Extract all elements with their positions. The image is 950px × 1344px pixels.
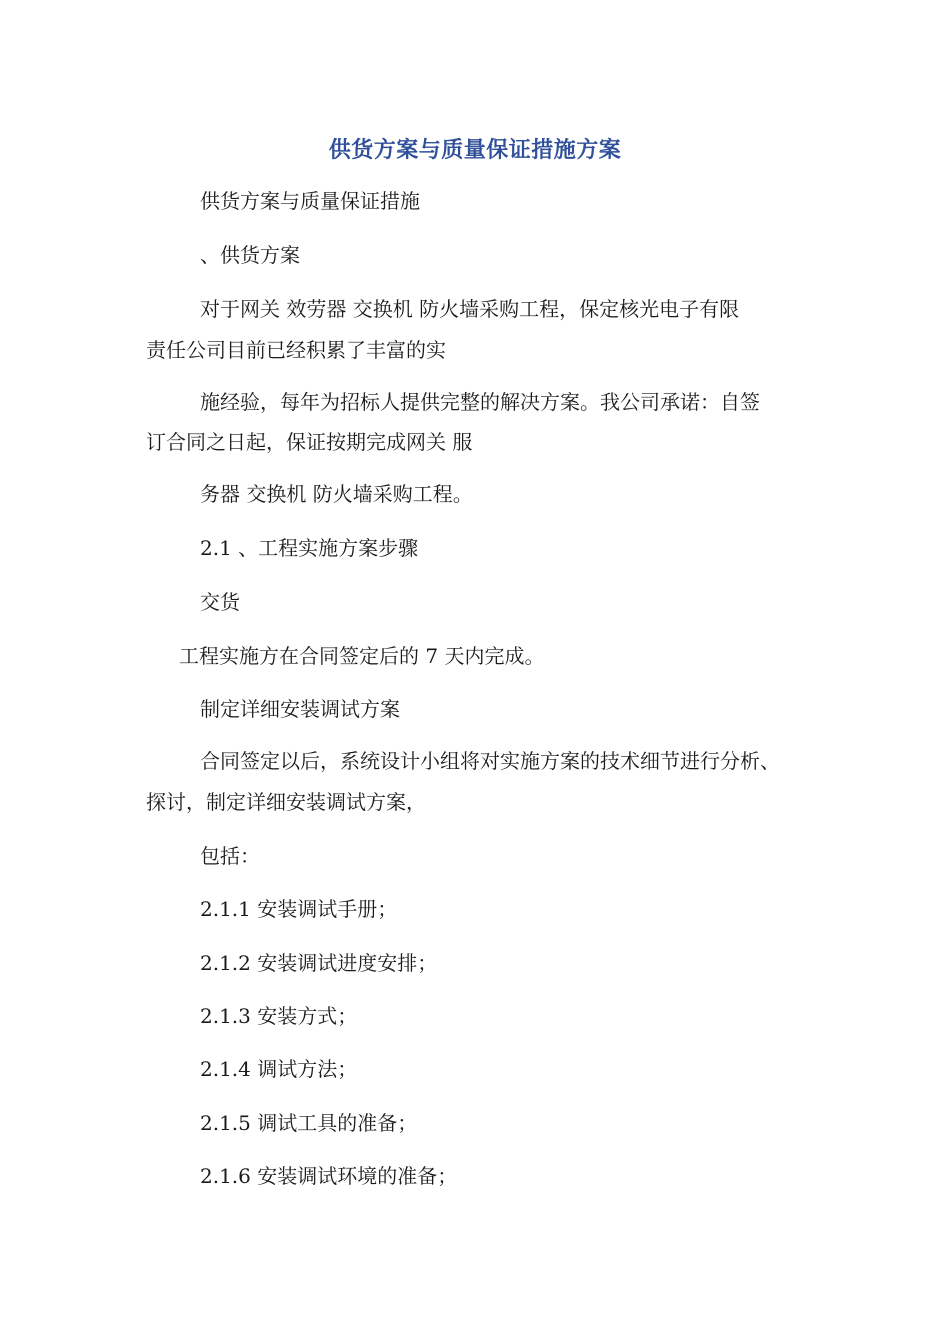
section-heading: 、供货方案 (200, 243, 300, 267)
list-item: 2.1.3 安装方式； (200, 1004, 358, 1028)
list-item: 2.1.6 安装调试环境的准备； (200, 1164, 458, 1188)
paragraph-line: 责任公司目前已经积累了丰富的实 (146, 338, 446, 362)
section-heading: 交货 (200, 590, 240, 614)
list-item: 2.1.5 调试工具的准备； (200, 1111, 418, 1135)
section-heading: 制定详细安装调试方案 (200, 697, 400, 721)
paragraph-line: 工程实施方在合同签定后的 7 天内完成。 (179, 644, 545, 668)
paragraph-line: 合同签定以后，系统设计小组将对实施方案的技术细节进行分析、 (200, 749, 780, 773)
section-heading: 供货方案与质量保证措施 (200, 189, 420, 213)
list-item: 2.1.2 安装调试进度安排； (200, 951, 438, 975)
list-item: 2.1.1 安装调试手册； (200, 897, 398, 921)
paragraph-line: 订合同之日起，保证按期完成网关 服 (146, 430, 473, 454)
document-title: 供货方案与质量保证措施方案 (328, 138, 622, 163)
paragraph-line: 包括： (200, 844, 260, 868)
paragraph-line: 施经验，每年为招标人提供完整的解决方案。我公司承诺：自签 (200, 390, 760, 414)
paragraph-line: 探讨，制定详细安装调试方案， (146, 790, 426, 814)
paragraph-line: 务器 交换机 防火墙采购工程。 (200, 482, 473, 506)
list-item: 2.1.4 调试方法； (200, 1057, 358, 1081)
section-heading: 2.1 、工程实施方案步骤 (200, 536, 419, 560)
paragraph-line: 对于网关 效劳器 交换机 防火墙采购工程，保定核光电子有限 (200, 297, 740, 321)
